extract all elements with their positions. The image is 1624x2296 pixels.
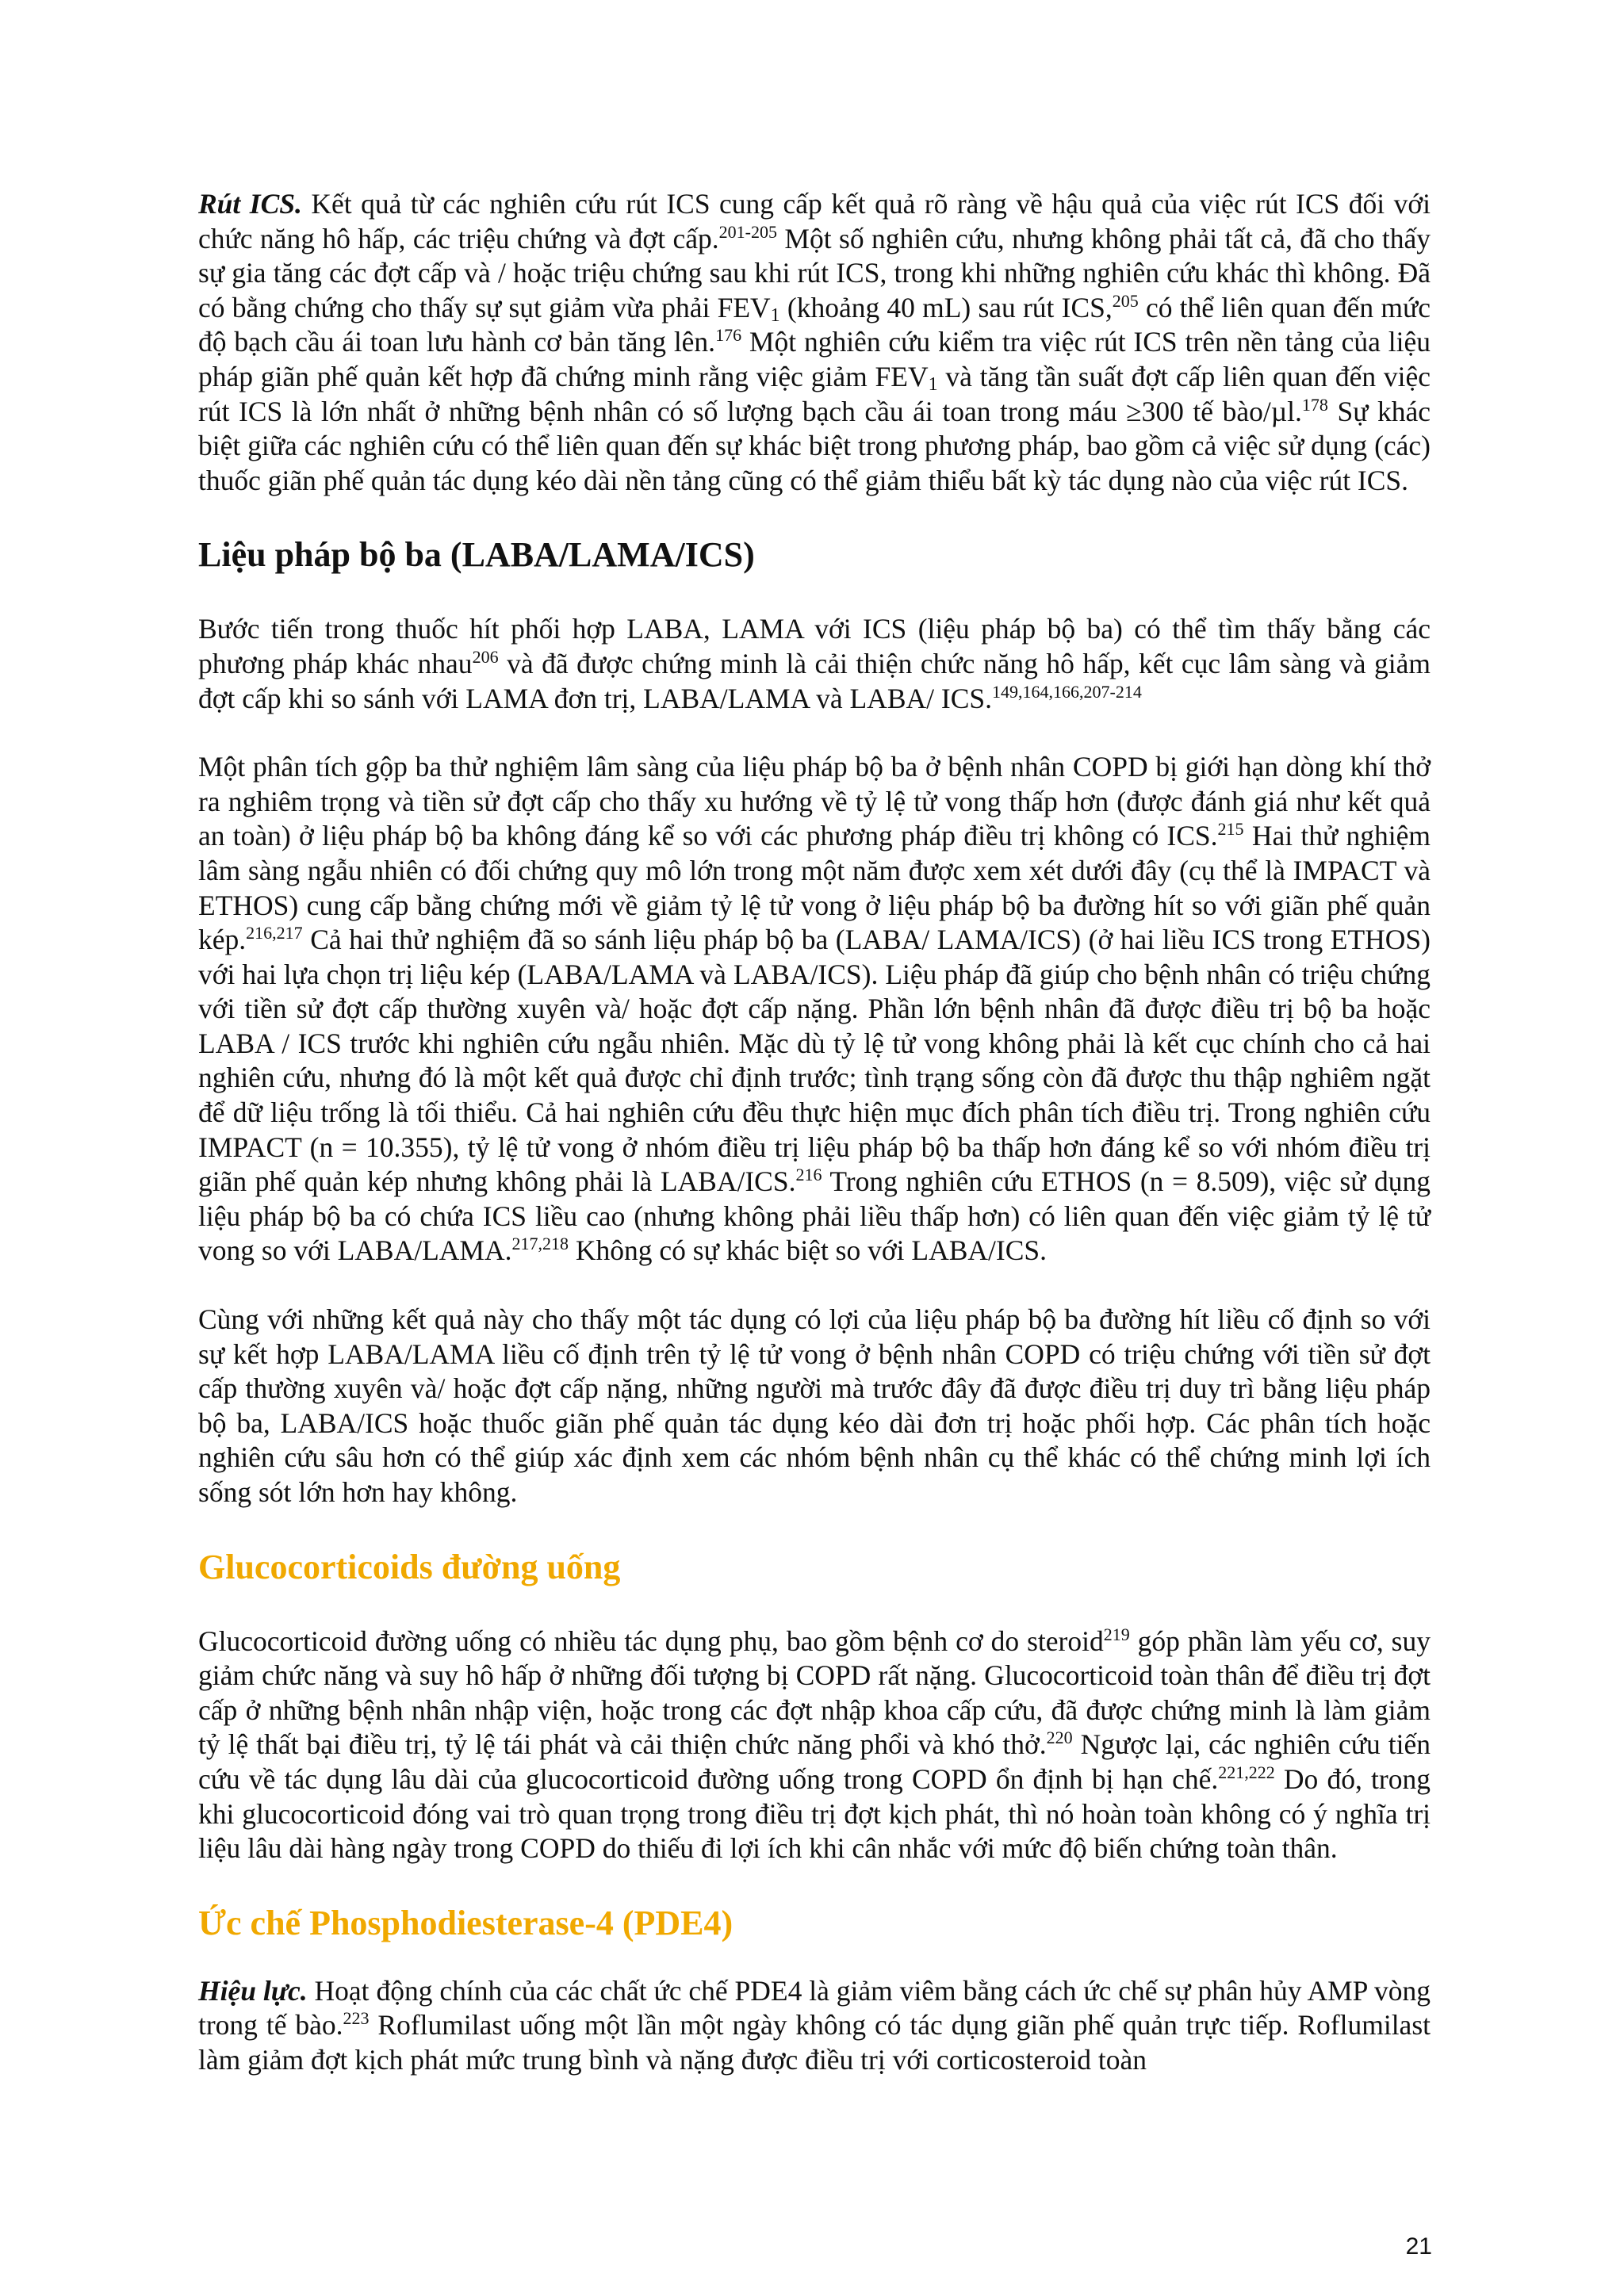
heading-triple-therapy: Liệu pháp bộ ba (LABA/LAMA/ICS) [198,535,755,575]
heading-oral-glucocorticoids: Glucocorticoids đường uống [198,1547,621,1586]
subscript: 1 [928,373,938,395]
citation: 149,164,166,207-214 [992,681,1142,702]
paragraph-lead: Rút ICS. [198,188,302,220]
paragraph-oral-glucocorticoids: Glucocorticoid đường uống có nhiều tác dụng phụ, bao gồm bệnh cơ do steroid$^{219}$ góp phần làm yếu cơ, suy giảm chức năng và suy hô hấp ở những đối tượng bị COPD rất nặng. Glucocorticoid toàn thân để điều trị đợt cấp ở những bệnh nhân nhập viện, hoặc trong các đợt nhập khoa cấp cứu, đã được chứng minh là làm giảm tỷ lệ thất bại điều trị, tỷ lệ tái phát và cải thiện chức năng phổi và khó thở.$^{220}$ Ngược lại, các nghiên cứu tiến cứu về tác dụng lâu dài của glucocorticoid đường uống trong COPD ổn định bị hạn chế.$^{221,222}$ Do đó, trong khi glucocorticoid đóng vai trò quan trọng trong điều trị đợt kịch phát, thì nó hoàn toàn không có ý nghĩa trị liệu lâu dài hàng ngày trong COPD do thiếu đi lợi ích khi cân nhắc với mức độ biến chứng toàn thân. [198,1624,1431,1865]
paragraph-lead: Hiệu lực. [198,1974,308,2007]
page-content [198,187,1431,2078]
citation: 217,218 [511,1234,569,1254]
citation: 219 [1103,1624,1130,1644]
citation: 220 [1046,1728,1073,1748]
citation: 201-205 [718,221,777,242]
citation: 216,217 [246,923,303,943]
citation: 206 [472,646,499,667]
citation: 215 [1217,819,1244,840]
paragraph-triple-mortality: Một phân tích gộp ba thử nghiệm lâm sàng của liệu pháp bộ ba ở bệnh nhân COPD bị giới hạn dòng khí thở ra nghiêm trọng và tiền sử đợt cấp cho thấy xu hướng về tỷ lệ tử vong thấp hơn (được đánh giá như kết quả an toàn) ở liệu pháp bộ ba không đáng kể so với các phương pháp điều trị không có ICS.$^{215}$ Hai thử nghiệm lâm sàng ngẫu nhiên có đối chứng quy mô lớn trong một năm được xem xét dưới đây (cụ thể là IMPACT và ETHOS) cung cấp bằng chứng mới về giảm tỷ lệ tử vong ở liệu pháp bộ ba đường hít so với giãn phế quản kép.$^{216,217}$ Cả hai thử nghiệm đã so sánh liệu pháp bộ ba (LABA/ LAMA/ICS) (ở hai liều ICS trong ETHOS) với hai lựa chọn trị liệu kép (LABA/LAMA và LABA/ICS). Liệu pháp đã giúp cho bệnh nhân có triệu chứng với tiền sử đợt cấp thường xuyên và/ hoặc đợt cấp nặng. Phần lớn bệnh nhân đã được điều trị bộ ba hoặc LABA / ICS trước khi nghiên cứu ngẫu nhiên. Mặc dù tỷ lệ tử vong không phải là kết cục chính cho cả hai nghiên cứu, nhưng đó là một kết quả được chỉ định trước; tình trạng sống còn đã được thu thập nghiêm ngặt để dữ liệu trống là tối thiểu. Cả hai nghiên cứu đều thực hiện mục đích phân tích điều trị. Trong nghiên cứu IMPACT (n = 10.355), tỷ lệ tử vong ở nhóm điều trị liệu pháp bộ ba thấp hơn đáng kể so với nhóm điều trị giãn phế quản kép nhưng không phải là LABA/ICS.$^{216}$ Trong nghiên cứu ETHOS (n = 8.509), việc sử dụng liệu pháp bộ ba có chứa ICS liều cao (nhưng không phải liều thấp hơn) có liên quan đến việc giảm tỷ lệ tử vong so với LABA/LAMA.$^{217,218}$ Không có sự khác biệt so với LABA/ICS. [198,751,1431,1267]
citation: 216 [795,1165,822,1185]
page-number: 21 [1405,2233,1432,2260]
paragraph-pde4-efficacy: Hiệu lực. Hoạt động chính của các chất ức chế PDE4 là giảm viêm bằng cách ức chế sự phân hủy AMP vòng trong tế bào.$^{223}$ Roflumilast uống một lần một ngày không có tác dụng giãn phế quản trực tiếp. Roflumilast làm giảm đợt kịch phát mức trung bình và nặng được điều trị với corticosteroid toàn [198,1974,1431,2076]
heading-pde4-inhibitors: Ức chế Phosphodiesterase-4 (PDE4) [198,1903,733,1942]
subscript: 1 [770,304,780,326]
paragraph-triple-intro: Bước tiến trong thuốc hít phối hợp LABA, LAMA với ICS (liệu pháp bộ ba) có thể tìm thấy bằng các phương pháp khác nhau$^{206}$ và đã được chứng minh là cải thiện chức năng hô hấp, kết cục lâm sàng và giảm đợt cấp khi so sánh với LAMA đơn trị, LABA/LAMA và LABA/ ICS.$^{149,164,166,207-214}$ [198,613,1431,714]
citation: 223 [343,2008,370,2029]
citation: 205 [1112,290,1139,311]
paragraph-triple-conclusion: Cùng với những kết quả này cho thấy một tác dụng có lợi của liệu pháp bộ ba đường hít liều cố định so với sự kết hợp LABA/LAMA liều cố định trên tỷ lệ tử vong ở bệnh nhân COPD có triệu chứng với tiền sử đợt cấp thường xuyên và/ hoặc đợt cấp nặng, những người mà trước đây đã được điều trị duy trì bằng liệu pháp bộ ba, LABA/ICS hoặc thuốc giãn phế quản tác dụng kéo dài đơn trị hoặc phối hợp. Các phân tích hoặc nghiên cứu sâu hơn có thể giúp xác định xem các nhóm bệnh nhân cụ thể khác có thể chứng minh lợi ích sống sót lớn hơn hay không. [198,1303,1431,1508]
citation: 221,222 [1218,1762,1275,1782]
citation: 178 [1301,394,1328,415]
citation: 176 [715,325,742,346]
paragraph-ics-withdrawal: Rút ICS. Kết quả từ các nghiên cứu rút ICS cung cấp kết quả rõ ràng về hậu quả của việc rút ICS đối với chức năng hô hấp, các triệu chứng và đợt cấp.$^{201-205}$ Một số nghiên cứu, nhưng không phải tất cả, đã cho thấy sự gia tăng các đợt cấp và / hoặc triệu chứng sau khi rút ICS, trong khi những nghiên cứu khác thì không. Đã có bằng chứng cho thấy sự sụt giảm vừa phải $FEV_1$ (khoảng 40 mL) sau rút ICS,$^{205}$ có thể liên quan đến mức độ bạch cầu ái toan lưu hành cơ bản tăng lên.$^{176}$ Một nghiên cứu kiểm tra việc rút ICS trên nền tảng của liệu pháp giãn phế quản kết hợp đã chứng minh rằng việc giảm $FEV_1$ và tăng tần suất đợt cấp liên quan đến việc rút ICS là lớn nhất ở những bệnh nhân có số lượng bạch cầu ái toan trong máu ≥300 tế bào/µl.$^{178}$ Sự khác biệt giữa các nghiên cứu có thể liên quan đến sự khác biệt trong phương pháp, bao gồm cả việc sử dụng (các) thuốc giãn phế quản tác dụng kéo dài nền tảng cũng có thể giảm thiểu bất kỳ tác dụng nào của việc rút ICS. [198,188,1431,496]
